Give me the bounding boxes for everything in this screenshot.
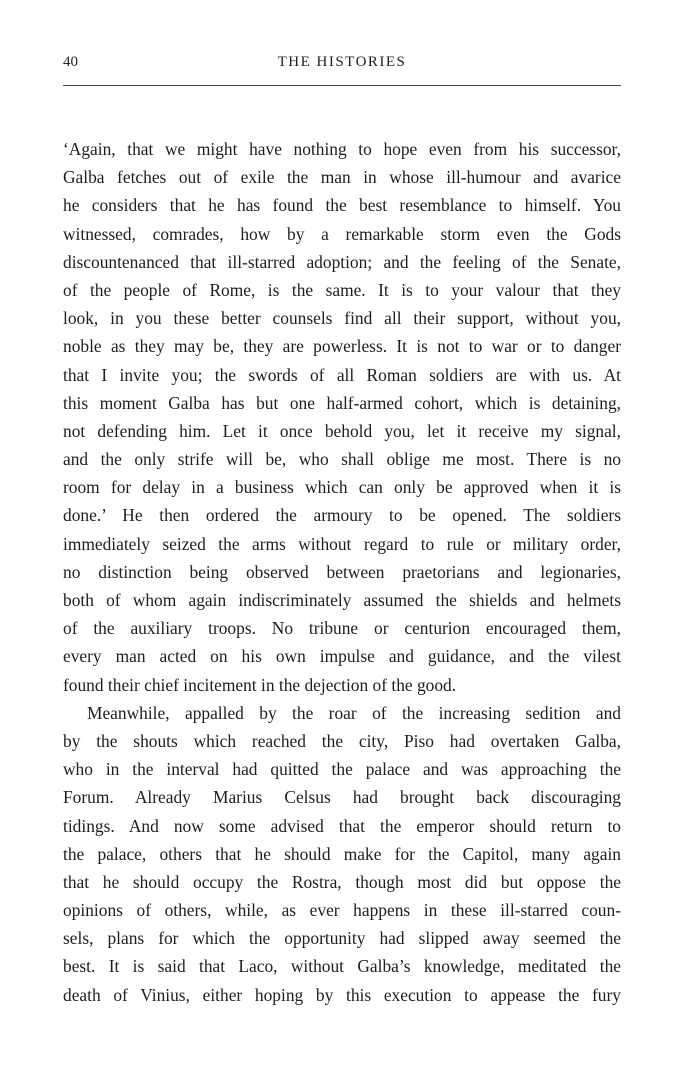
text-line: found their chief incitement in the dejection of the good.: [63, 674, 457, 695]
text-line: not defending him. Let it once behold you, let it receive my signal,: [63, 420, 621, 441]
text-line: both of whom again indiscriminately assumed the shields and helmets: [63, 590, 621, 610]
text-line: the palace, others that he should make for the Capitol, many again: [63, 843, 621, 864]
text-line: discountenanced that ill-starred adoption; and the feeling of the Senate,: [63, 251, 621, 272]
text-line: noble as they may be, they are powerless. It is not to war or to danger: [63, 336, 621, 357]
text-line: and the only strife will be, who shall oblige me most. There is no: [63, 449, 621, 470]
body-text: [63, 135, 621, 1009]
text-line: ‘Again, that we might have nothing to hope even from his successor,: [63, 139, 621, 159]
header-rule: [63, 85, 621, 86]
running-title: THE HISTORIES: [277, 54, 407, 70]
text-line: of the people of Rome, is the same. It is to your valour that they: [63, 279, 621, 300]
text-line: sels, plans for which the opportunity had slipped away seemed the: [63, 928, 621, 949]
page-header: [63, 52, 621, 74]
text-line: that I invite you; the swords of all Roman soldiers are with us. At: [63, 364, 621, 385]
text-line: death of Vinius, either hoping by this execution to appease the fury: [63, 984, 621, 1005]
text-line: room for delay in a business which can only be approved when it is: [63, 477, 621, 498]
page-number: 40: [63, 54, 78, 70]
text-line: tidings. And now some advised that the emperor should return to: [63, 815, 621, 836]
text-line: Galba fetches out of exile the man in whose ill-humour and avarice: [63, 167, 621, 188]
text-line: this moment Galba has but one half-armed cohort, which is detaining,: [63, 392, 621, 413]
paragraph-start-line: Meanwhile, appalled by the roar of the increasing sedition and: [87, 702, 621, 723]
text-line: that he should occupy the Rostra, though most did but oppose the: [63, 871, 621, 892]
text-line: who in the interval had quitted the palace and was approaching the: [63, 759, 621, 780]
text-line: best. It is said that Laco, without Galba’s knowledge, meditated the: [63, 956, 621, 977]
text-line: immediately seized the arms without regard to rule or military order,: [63, 533, 621, 554]
text-line: by the shouts which reached the city, Piso had overtaken Galba,: [63, 730, 621, 751]
text-line: look, in you these better counsels find all their support, without you,: [63, 308, 621, 329]
text-line: witnessed, comrades, how by a remarkable storm even the Gods: [63, 223, 621, 244]
text-line: done.’ He then ordered the armoury to be opened. The soldiers: [63, 505, 621, 526]
text-line: no distinction being observed between praetorians and legionaries,: [63, 561, 621, 582]
text-line: opinions of others, while, as ever happens in these ill-starred coun-: [63, 900, 621, 921]
text-line: of the auxiliary troops. No tribune or centurion encouraged them,: [63, 618, 621, 639]
text-line: every man acted on his own impulse and guidance, and the vilest: [63, 646, 621, 667]
text-line: he considers that he has found the best resemblance to himself. You: [63, 195, 621, 216]
text-line: Forum. Already Marius Celsus had brought back discouraging: [63, 787, 621, 808]
